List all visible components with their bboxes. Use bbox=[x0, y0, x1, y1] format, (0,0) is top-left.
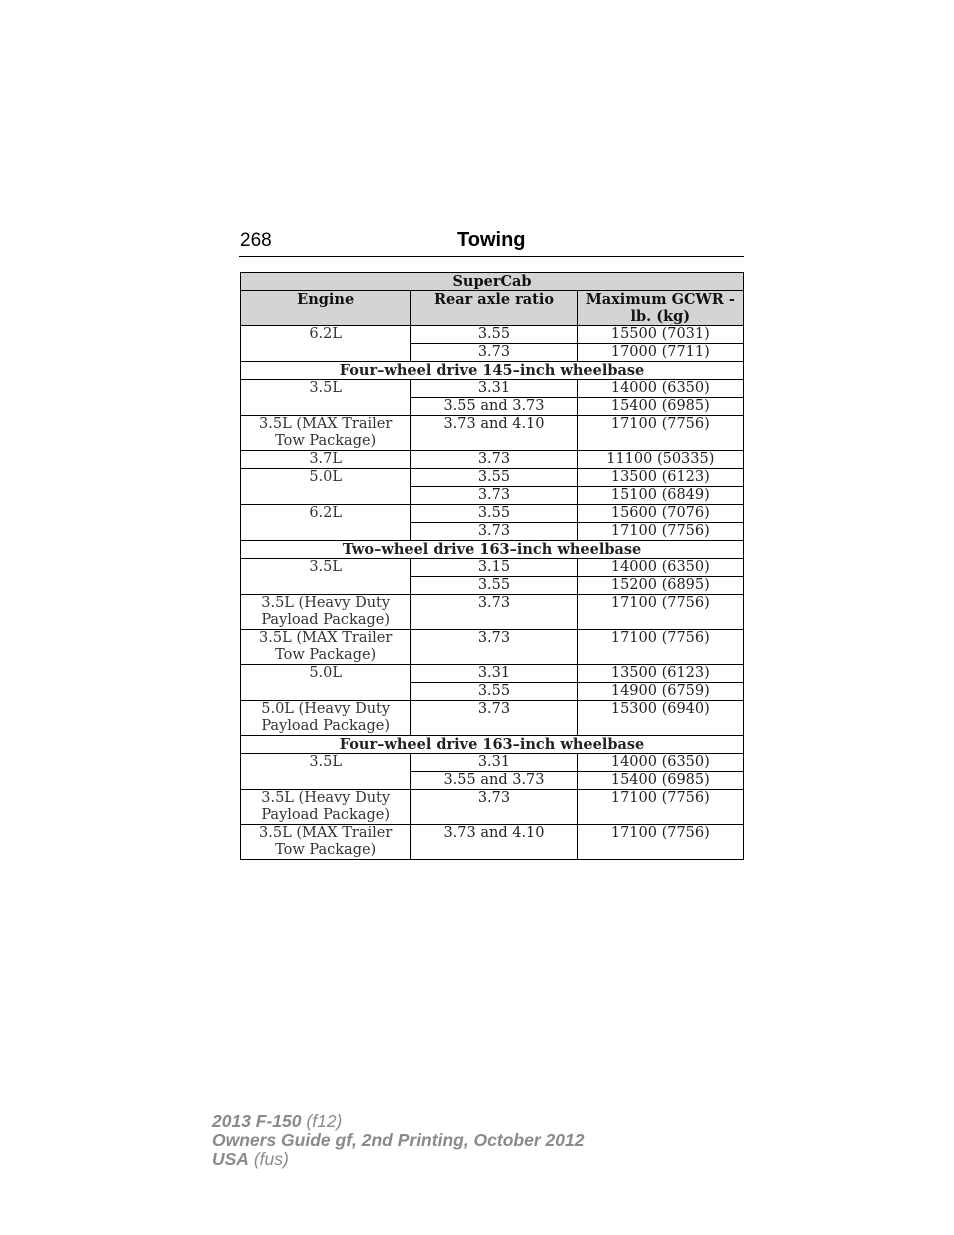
gcwr-cell: 17100 (7756) bbox=[577, 595, 743, 630]
engine-cell: 3.5L bbox=[241, 754, 411, 790]
engine-cell: 3.7L bbox=[241, 451, 411, 469]
engine-cell: 3.5L bbox=[241, 559, 411, 595]
engine-cell: 5.0L bbox=[241, 469, 411, 505]
axle-ratio-cell: 3.73 and 4.10 bbox=[411, 416, 577, 451]
gcwr-cell: 14000 (6350) bbox=[577, 380, 743, 398]
gcwr-cell: 13500 (6123) bbox=[577, 469, 743, 487]
section-row bbox=[241, 362, 744, 380]
engine-cell: 3.5L (Heavy Duty Payload Package) bbox=[241, 790, 411, 825]
engine-cell: 3.5L (Heavy Duty Payload Package) bbox=[241, 595, 411, 630]
section-row bbox=[241, 736, 744, 754]
footer-guide-info: Owners Guide gf, 2nd Printing, October 2012 bbox=[212, 1130, 585, 1150]
axle-ratio-cell: 3.55 bbox=[411, 326, 577, 344]
table-row bbox=[241, 380, 744, 398]
axle-ratio-cell: 3.15 bbox=[411, 559, 577, 577]
engine-cell: 3.5L (MAX Trailer Tow Package) bbox=[241, 630, 411, 665]
engine-cell: 6.2L bbox=[241, 505, 411, 541]
table-row bbox=[241, 469, 744, 487]
gcwr-cell: 17100 (7756) bbox=[577, 825, 743, 860]
axle-ratio-cell: 3.73 and 4.10 bbox=[411, 825, 577, 860]
axle-ratio-cell: 3.73 bbox=[411, 630, 577, 665]
engine-cell: 5.0L bbox=[241, 665, 411, 701]
footer-region: USA bbox=[212, 1149, 249, 1169]
gcwr-cell: 11100 (50335) bbox=[577, 451, 743, 469]
footer-model-code: (f12) bbox=[306, 1111, 343, 1131]
footer-model: 2013 F-150 bbox=[212, 1111, 302, 1131]
document-footer bbox=[212, 1112, 584, 1169]
column-header-axle-ratio: Rear axle ratio bbox=[411, 291, 577, 326]
engine-cell: 5.0L (Heavy Duty Payload Package) bbox=[241, 701, 411, 736]
engine-cell: 3.5L bbox=[241, 380, 411, 416]
gcwr-cell: 14000 (6350) bbox=[577, 559, 743, 577]
table-row bbox=[241, 451, 744, 469]
gcwr-cell: 15400 (6985) bbox=[577, 398, 743, 416]
page-header bbox=[239, 228, 744, 257]
table-row bbox=[241, 754, 744, 772]
gcwr-cell: 17100 (7756) bbox=[577, 523, 743, 541]
axle-ratio-cell: 3.55 bbox=[411, 683, 577, 701]
axle-ratio-cell: 3.31 bbox=[411, 380, 577, 398]
axle-ratio-cell: 3.55 bbox=[411, 505, 577, 523]
gcwr-cell: 17000 (7711) bbox=[577, 344, 743, 362]
section-row bbox=[241, 541, 744, 559]
table-row bbox=[241, 559, 744, 577]
section-title-cell: Four–wheel drive 163–inch wheelbase bbox=[241, 736, 744, 754]
gcwr-cell: 17100 (7756) bbox=[577, 630, 743, 665]
axle-ratio-cell: 3.73 bbox=[411, 790, 577, 825]
engine-cell: 3.5L (MAX Trailer Tow Package) bbox=[241, 825, 411, 860]
gcwr-cell: 13500 (6123) bbox=[577, 665, 743, 683]
gcwr-cell: 15500 (7031) bbox=[577, 326, 743, 344]
table-row bbox=[241, 665, 744, 683]
gcwr-cell: 15400 (6985) bbox=[577, 772, 743, 790]
gcwr-cell: 14900 (6759) bbox=[577, 683, 743, 701]
table-row bbox=[241, 416, 744, 451]
table-row bbox=[241, 701, 744, 736]
column-header-gcwr: Maximum GCWR - lb. (kg) bbox=[577, 291, 743, 326]
axle-ratio-cell: 3.73 bbox=[411, 344, 577, 362]
section-title-cell: Four–wheel drive 145–inch wheelbase bbox=[241, 362, 744, 380]
column-header-engine: Engine bbox=[241, 291, 411, 326]
section-title: Towing bbox=[457, 229, 526, 251]
table-caption: SuperCab bbox=[241, 273, 744, 291]
table-row bbox=[241, 326, 744, 344]
gcwr-cell: 17100 (7756) bbox=[577, 416, 743, 451]
gcwr-cell: 17100 (7756) bbox=[577, 790, 743, 825]
axle-ratio-cell: 3.55 bbox=[411, 577, 577, 595]
axle-ratio-cell: 3.73 bbox=[411, 595, 577, 630]
axle-ratio-cell: 3.55 and 3.73 bbox=[411, 398, 577, 416]
axle-ratio-cell: 3.31 bbox=[411, 665, 577, 683]
footer-region-code: (fus) bbox=[253, 1149, 289, 1169]
gcwr-cell: 15100 (6849) bbox=[577, 487, 743, 505]
table-row bbox=[241, 505, 744, 523]
gcwr-cell: 15300 (6940) bbox=[577, 701, 743, 736]
axle-ratio-cell: 3.73 bbox=[411, 523, 577, 541]
engine-cell: 6.2L bbox=[241, 326, 411, 362]
gcwr-cell: 14000 (6350) bbox=[577, 754, 743, 772]
gcwr-cell: 15600 (7076) bbox=[577, 505, 743, 523]
axle-ratio-cell: 3.55 and 3.73 bbox=[411, 772, 577, 790]
section-title-cell: Two–wheel drive 163–inch wheelbase bbox=[241, 541, 744, 559]
axle-ratio-cell: 3.73 bbox=[411, 451, 577, 469]
towing-table bbox=[240, 272, 744, 860]
axle-ratio-cell: 3.73 bbox=[411, 701, 577, 736]
table-body bbox=[241, 326, 744, 860]
table-row bbox=[241, 630, 744, 665]
gcwr-cell: 15200 (6895) bbox=[577, 577, 743, 595]
axle-ratio-cell: 3.55 bbox=[411, 469, 577, 487]
table-row bbox=[241, 595, 744, 630]
axle-ratio-cell: 3.73 bbox=[411, 487, 577, 505]
engine-cell: 3.5L (MAX Trailer Tow Package) bbox=[241, 416, 411, 451]
table-row bbox=[241, 825, 744, 860]
page-number: 268 bbox=[240, 230, 272, 251]
table-row bbox=[241, 790, 744, 825]
axle-ratio-cell: 3.31 bbox=[411, 754, 577, 772]
